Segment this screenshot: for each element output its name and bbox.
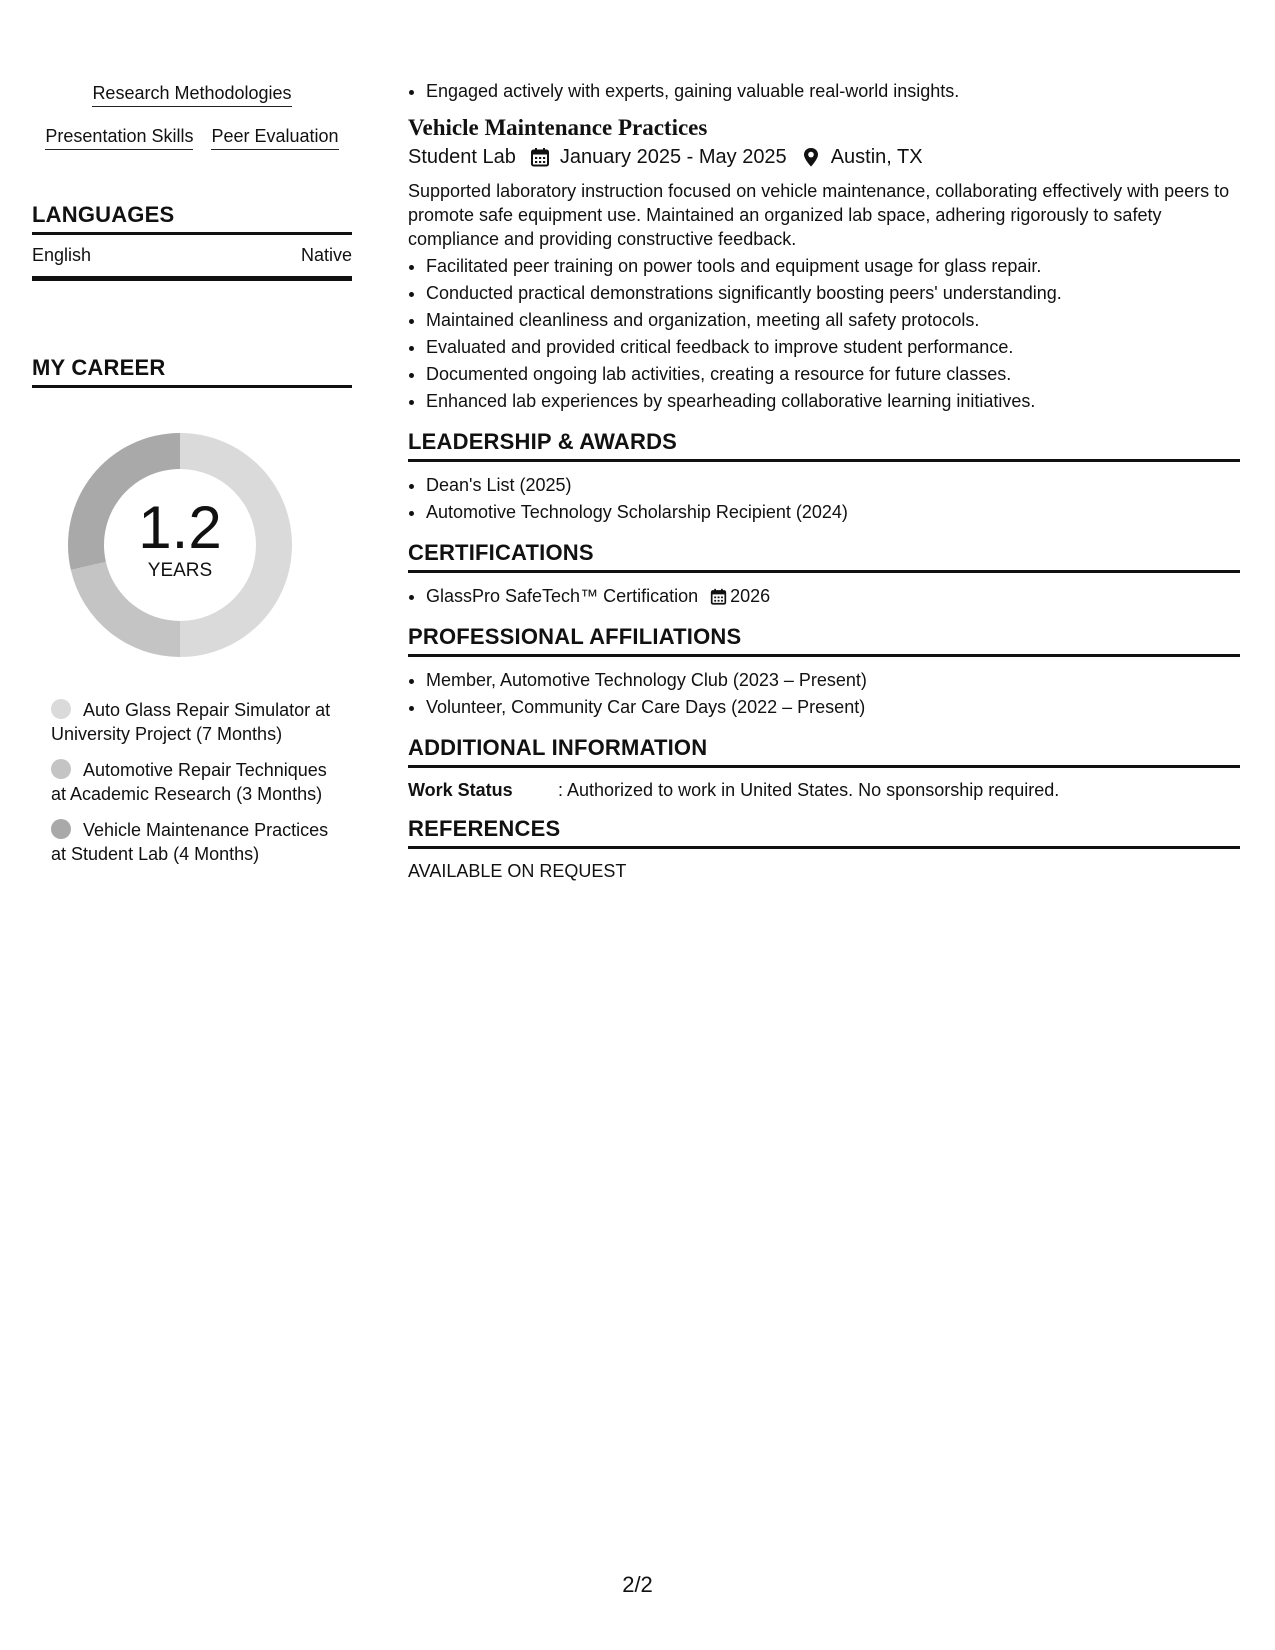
work-status-row	[408, 778, 1240, 802]
award-item: • Automotive Technology Scholarship Recipient (2024)	[426, 499, 1240, 526]
career-total-unit: YEARS	[147, 560, 213, 581]
calendar-icon	[710, 588, 727, 605]
skill-tag: Research Methodologies	[92, 82, 291, 107]
legend-dot-icon	[51, 699, 71, 719]
job-title: Vehicle Maintenance Practices	[408, 115, 708, 140]
previous-job-bullets	[408, 78, 1240, 105]
job-dates: January 2025 - May 2025	[559, 146, 787, 168]
affiliation-item: • Member, Automotive Technology Club (2023 – Present)	[426, 667, 1240, 694]
career-item-label: Auto Glass Repair Simulator at University Project (7 Months)	[51, 700, 331, 744]
right-column	[408, 78, 1240, 883]
leadership-heading: LEADERSHIP & AWARDS	[408, 429, 1240, 462]
references-section	[408, 816, 1240, 883]
skill-tag: Presentation Skills	[45, 125, 193, 150]
job-bullet: • Conducted practical demonstrations significantly boosting peers' understanding.	[426, 280, 1240, 307]
additional-info-heading: ADDITIONAL INFORMATION	[408, 735, 1240, 768]
job-bullet: • Engaged actively with experts, gaining valuable real-world insights.	[426, 78, 1240, 105]
skill-tag: Peer Evaluation	[211, 125, 338, 150]
career-legend-item	[51, 698, 341, 746]
career-legend-item	[51, 818, 341, 866]
award-item: • Dean's List (2025)	[426, 472, 1240, 499]
leadership-section	[408, 429, 1240, 526]
left-column	[32, 82, 352, 878]
job-org: Student Lab	[408, 146, 516, 168]
language-row	[32, 235, 352, 281]
career-heading: MY CAREER	[32, 355, 352, 388]
leadership-list	[408, 472, 1240, 526]
language-level: Native	[300, 245, 352, 265]
job-meta	[408, 143, 1240, 171]
job-bullet: • Enhanced lab experiences by spearheading collaborative learning initiatives.	[426, 388, 1240, 415]
job-bullet: • Maintained cleanliness and organization, meeting all safety protocols.	[426, 307, 1240, 334]
calendar-icon	[530, 147, 550, 167]
language-name: English	[32, 245, 92, 265]
career-legend	[51, 698, 341, 866]
job-location: Austin, TX	[830, 146, 923, 168]
skills-list	[32, 82, 352, 150]
work-status-label: Work Status	[408, 780, 513, 800]
legend-dot-icon	[51, 759, 71, 779]
certification-date: 2026	[730, 586, 771, 606]
location-pin-icon	[801, 147, 821, 167]
languages-heading: LANGUAGES	[32, 202, 352, 235]
career-item-label: Automotive Repair Techniques at Academic Research (3 Months)	[51, 760, 327, 804]
work-status-value: : Authorized to work in United States. No sponsorship required.	[558, 780, 1060, 800]
additional-info-section	[408, 735, 1240, 802]
references-heading: REFERENCES	[408, 816, 1240, 849]
certification-item	[426, 583, 1240, 610]
legend-dot-icon	[51, 819, 71, 839]
page-number: 2/2	[622, 1572, 653, 1597]
affiliations-section	[408, 624, 1240, 721]
affiliation-item: • Volunteer, Community Car Care Days (2022 – Present)	[426, 694, 1240, 721]
job-bullet: • Documented ongoing lab activities, creating a resource for future classes.	[426, 361, 1240, 388]
job-description: Supported laboratory instruction focused on vehicle maintenance, collaborating effectively with peers to promote safe equipment use. Maintained an organized lab space, adhering rigorously to safety compliance and providing constructive feedback.	[408, 181, 1230, 249]
certifications-heading: CERTIFICATIONS	[408, 540, 1240, 573]
career-donut-chart	[65, 430, 295, 660]
job-bullet: • Facilitated peer training on power tools and equipment usage for glass repair.	[426, 253, 1240, 280]
certification-name: • GlassPro SafeTech™ Certification	[426, 586, 699, 606]
references-text: AVAILABLE ON REQUEST	[408, 861, 627, 881]
certifications-section	[408, 540, 1240, 610]
affiliations-heading: PROFESSIONAL AFFILIATIONS	[408, 624, 1240, 657]
career-legend-item	[51, 758, 341, 806]
job-bullet: • Evaluated and provided critical feedback to improve student performance.	[426, 334, 1240, 361]
donut-center	[65, 430, 295, 660]
certifications-list	[408, 583, 1240, 610]
affiliations-list	[408, 667, 1240, 721]
career-item-label: Vehicle Maintenance Practices at Student Lab (4 Months)	[51, 820, 329, 864]
job-bullets	[408, 253, 1240, 415]
career-total-value: 1.2	[138, 494, 222, 561]
